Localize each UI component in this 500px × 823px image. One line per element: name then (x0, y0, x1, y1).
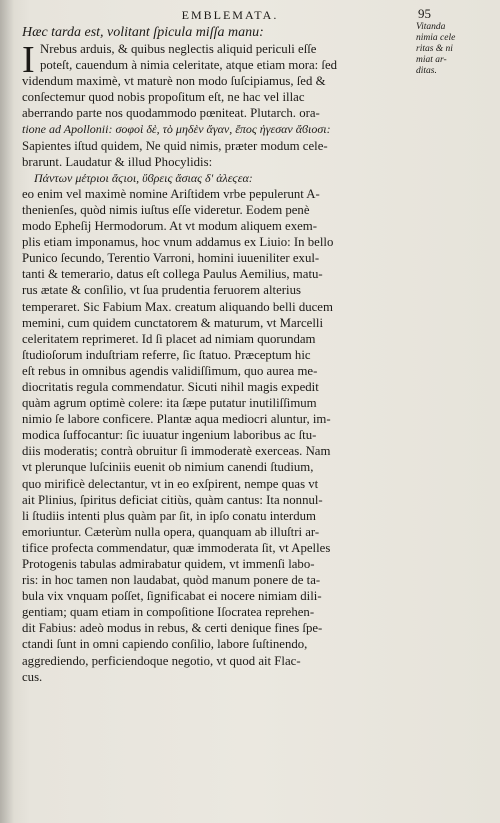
text-line: emoriuntur. Cæterùm nulla opera, quanquam ab illuſtri ar- (22, 524, 320, 539)
gutter-shadow (0, 0, 14, 823)
page-number: 95 (418, 6, 431, 21)
text-line: thenienſes, quòd nimis iuſtus eſſe videretur. Eodem penè (22, 202, 310, 217)
text-line: aggrediendo, perficiendoque negotio, vt quod ait Flac- (22, 653, 301, 668)
marginal-note-line: Vitanda (416, 22, 446, 32)
text-line: Nrebus arduis, & quibus neglectis aliquid periculi eſſe (40, 42, 317, 56)
text-line: aberrando parte nos quodammodo pœniteat. Plutarch. ora- (22, 106, 320, 121)
text-block (22, 24, 412, 685)
text-line: cus. (22, 669, 43, 684)
text-line: ctandi ſunt in omni capiendo conſilio, labore ſuſtinendo, (22, 637, 308, 652)
marginal-note (416, 22, 496, 77)
running-head: EMBLEMATA. (181, 8, 279, 22)
text-line: eo enim vel maximè nomine Ariſtidem vrbe pepulerunt A- (22, 186, 320, 201)
text-line: ſtudioſorum induſtriam referre, ſic ſtatuo. Præceptum hic (22, 347, 311, 362)
greek-quote-line: tione ad Apollonii: σοφοὶ δὲ, τὸ μηδὲν ἄγαν, ἔπος ἠγεσαν ἄϐιοσι: (22, 122, 331, 137)
text-line: videndum maximè, vt maturè non modo ſuſcipiamus, ſed & (22, 74, 326, 89)
text-line: ris: in hoc tamen non laudabat, quòd manum ponere de ta- (22, 573, 321, 588)
text-line: conſectemur quod nobis propoſitum eſt, ne hac vel illac (22, 90, 305, 105)
text-line: vt plerunque luſciniis euenit ob nimium canendi ſtudium, (22, 460, 314, 475)
greek-quote-line: Πάντων μέτριοι ἄϛιοι, ὕϐρεις ἄσιας δ' ἀλεϛεα: (34, 170, 253, 185)
drop-cap: I (22, 39, 35, 81)
motto-line: Hæc tarda est, volitant ſpicula miſſa manu: (22, 25, 264, 40)
text-line: memini, cum quidem cunctatorem & maturum, vt Marcelli (22, 315, 324, 330)
text-line: dit Fabius: adeò modus in rebus, & certi denique fines ſpe- (22, 621, 323, 636)
text-line: nimio ſe labore conficere. Plantæ aqua mediocri aluntur, im- (22, 412, 331, 427)
text-line: quo mirificè delectantur, vt in eo exſpirent, nempe quas vt (22, 476, 319, 491)
text-line: eſt rebus in omnibus agendis validiſſimum, quo aurea me- (22, 363, 318, 378)
text-line: rus ætate & conſilio, vt ſua prudentia feruorem alterius (22, 283, 301, 298)
text-line: diocritatis regula commendatur. Sicuti nihil magis expedit (22, 379, 319, 394)
text-line: gentiam; quam etiam in compoſitione Iſocratea reprehen- (22, 605, 315, 620)
marginal-note-line: ditas. (416, 66, 437, 76)
text-line: Sapientes iſtud quidem, Ne quid nimis, præter modum cele- (22, 138, 328, 153)
text-line: plis etiam imponamus, hoc vnum addamus ex Liuio: In bello (22, 235, 334, 250)
text-line: celeritatem reprimeret. Id ſi placet ad nimiam quorundam (22, 331, 316, 346)
text-line: Punico ſecundo, Terentio Varroni, homini iuueniliter exul- (22, 251, 320, 266)
text-line: tanti & temerario, datus eſt collega Paulus Aemilius, matu- (22, 267, 323, 282)
text-line: ait Plinius, ſpiritus deficiat citiùs, quàm cantus: Ita nonnul- (22, 492, 323, 507)
marginal-note-line: miat ar- (416, 55, 447, 65)
text-line: tifice profecta commendatur, quæ immoderata ſit, vt Apelles (22, 540, 331, 555)
text-line: quàm agrum optimè colere: ita ſæpe putatur inutiliſſimum (22, 396, 317, 411)
text-line: temperaret. Sic Fabium Max. creatum aliquando belli ducem (22, 299, 333, 314)
marginal-note-line: nimia cele (416, 33, 456, 43)
text-line: modica ſuffocantur: ſic iuuatur ingenium laboribus ac ſtu- (22, 428, 317, 443)
marginal-note-line: ritas & ni (416, 44, 453, 54)
text-line: brarunt. Laudatur & illud Phocylidis: (22, 154, 213, 169)
text-line: li ſtudiis intenti plus quàm par ſit, in ipſo conatu interdum (22, 508, 316, 523)
text-line: poteſt, cauendum à nimia celeritate, atque etiam mora: ſed (40, 58, 338, 73)
text-line: diis moderatis; contrà obruitur ſi immoderatè exerceas. Nam (22, 444, 331, 459)
text-line: Protogenis tabulas admirabatur quidem, vt immenſi labo- (22, 557, 315, 571)
text-line: bula vix vnquam poſſet, ſignificabat ei nocere nimiam dili- (22, 589, 322, 604)
text-line: modo Epheſij Hermodorum. At vt modum aliquem exem- (22, 219, 317, 234)
